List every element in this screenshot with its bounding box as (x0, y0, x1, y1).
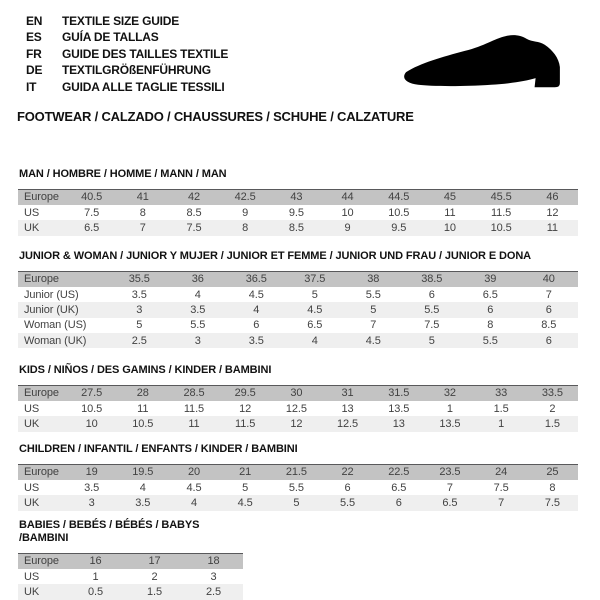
size-value: 6 (487, 303, 494, 316)
size-value: 3 (88, 496, 95, 509)
size-value: 37.5 (304, 273, 326, 286)
table-container (18, 385, 578, 432)
size-value: 46 (546, 191, 559, 204)
size-value: 35.5 (128, 273, 150, 286)
size-value: 3.5 (131, 288, 147, 301)
size-value: 21.5 (285, 466, 307, 479)
row-label: US (24, 481, 40, 494)
table-row (18, 333, 578, 348)
language-list (26, 13, 228, 95)
size-value: 6.5 (442, 496, 458, 509)
size-value: 44 (341, 191, 354, 204)
size-table (18, 385, 578, 432)
size-value: 2 (151, 570, 158, 583)
size-table-section-babies (18, 519, 243, 600)
size-value: 9.5 (288, 206, 304, 219)
size-value: 3.5 (248, 334, 264, 347)
size-value: 1 (92, 570, 99, 583)
language-row (26, 46, 228, 62)
size-value: 2 (549, 402, 556, 415)
size-value: 6 (545, 334, 552, 347)
row-label: US (24, 206, 40, 219)
table-container (18, 464, 578, 511)
size-value: 5.5 (190, 319, 206, 332)
size-value: 38.5 (421, 273, 443, 286)
size-value: 8.5 (288, 221, 304, 234)
table-row (18, 287, 578, 302)
size-value: 28.5 (183, 387, 205, 400)
size-value: 4 (311, 334, 318, 347)
table-row (18, 318, 578, 333)
table-row (18, 480, 578, 495)
table-title: MAN / HOMBRE / HOMME / MANN / MAN (19, 168, 227, 180)
language-code: EN (26, 14, 43, 28)
size-value: 5 (136, 319, 143, 332)
size-table-section-man (18, 168, 578, 236)
size-value: 17 (148, 555, 161, 568)
language-row (26, 13, 228, 29)
size-value: 5.5 (365, 288, 381, 301)
size-value: 16 (89, 555, 102, 568)
size-table-section-junior-woman (18, 250, 578, 348)
size-value: 33.5 (541, 387, 563, 400)
size-value: 7 (139, 221, 146, 234)
size-value: 11.5 (183, 402, 205, 415)
size-value: 4 (194, 288, 201, 301)
size-value: 24 (495, 466, 508, 479)
table-row (18, 220, 578, 235)
size-value: 6 (395, 496, 402, 509)
size-value: 12.5 (285, 402, 307, 415)
language-code: ES (26, 30, 42, 45)
size-value: 42.5 (234, 191, 256, 204)
category-title: FOOTWEAR / CALZADO / CHAUSSURES / SCHUHE / CALZATURE (17, 109, 414, 124)
table-title: CHILDREN / INFANTIL / ENFANTS / KINDER / BAMBINI (19, 443, 298, 455)
size-value: 36.5 (245, 273, 267, 286)
size-value: 7.5 (186, 221, 202, 234)
size-value: 2.5 (206, 585, 221, 598)
table-title: KIDS / NIÑOS / DES GAMINS / KINDER / BAMBINI (19, 364, 272, 376)
size-value: 1 (498, 417, 505, 430)
size-value: 3 (136, 303, 143, 316)
language-row (26, 79, 228, 95)
row-label: Europe (24, 273, 59, 286)
size-value: 32 (443, 387, 456, 400)
table-row (18, 205, 578, 220)
size-value: 4.5 (365, 334, 381, 347)
size-value: 11.5 (490, 206, 512, 219)
size-value: 1.5 (147, 585, 162, 598)
size-value: 7.5 (84, 206, 100, 219)
language-label: GUIDE DES TAILLES TEXTILE (62, 46, 229, 61)
size-value: 10.5 (132, 417, 154, 430)
size-value: 12 (290, 417, 303, 430)
size-value: 3.5 (190, 303, 206, 316)
size-value: 19 (85, 466, 98, 479)
size-value: 11.5 (235, 417, 256, 430)
size-value: 3.5 (135, 496, 151, 509)
size-value: 8.5 (186, 206, 202, 219)
size-value: 19.5 (132, 466, 154, 479)
row-label: Junior (UK) (24, 303, 79, 316)
table-row (18, 401, 578, 416)
language-label: TEXTILE SIZE GUIDE (62, 14, 180, 28)
size-value: 43 (290, 191, 303, 204)
size-table (18, 464, 578, 511)
size-value: 2.5 (131, 334, 147, 347)
size-value: 42 (187, 191, 200, 204)
size-value: 8 (139, 206, 146, 219)
size-value: 41 (136, 191, 149, 204)
size-value: 5.5 (424, 303, 440, 316)
size-value: 29.5 (234, 387, 256, 400)
size-value: 12.5 (337, 417, 359, 430)
row-label: Junior (US) (24, 288, 79, 301)
size-value: 7 (545, 288, 552, 301)
row-label: Europe (24, 191, 59, 204)
size-value: 33 (495, 387, 508, 400)
size-value: 7 (446, 481, 453, 494)
table-title: JUNIOR & WOMAN / JUNIOR Y MUJER / JUNIOR ET FEMME / JUNIOR UND FRAU / JUNIOR E DONA (19, 250, 532, 262)
size-value: 3.5 (84, 481, 100, 494)
size-value: 5 (293, 496, 300, 509)
size-value: 5 (242, 481, 249, 494)
size-value: 13 (341, 402, 354, 415)
size-table (18, 189, 578, 236)
row-label: Europe (24, 555, 59, 568)
table-header-row (18, 554, 243, 569)
size-value: 11 (188, 417, 200, 430)
size-value: 21 (239, 466, 252, 479)
size-value: 9 (242, 206, 249, 219)
size-value: 0.5 (88, 585, 103, 598)
size-value: 22.5 (388, 466, 410, 479)
size-value: 18 (207, 555, 220, 568)
size-value: 10 (85, 417, 98, 430)
size-table (18, 271, 578, 348)
size-value: 44.5 (388, 191, 410, 204)
size-value: 11 (137, 402, 149, 415)
row-label: UK (24, 496, 40, 509)
size-value: 7.5 (544, 496, 560, 509)
language-code: DE (26, 63, 43, 78)
size-value: 1.5 (493, 402, 509, 415)
size-value: 5 (370, 303, 377, 316)
size-value: 36 (191, 273, 204, 286)
size-value: 12 (546, 206, 559, 219)
size-value: 6.5 (307, 319, 323, 332)
table-header-row (18, 190, 578, 205)
size-value: 4.5 (307, 303, 323, 316)
size-value: 10 (341, 206, 354, 219)
size-value: 13.5 (388, 402, 410, 415)
row-label: UK (24, 221, 40, 234)
size-value: 6 (545, 303, 552, 316)
size-value: 8.5 (541, 319, 557, 332)
size-value: 11 (444, 206, 456, 219)
size-value: 6.5 (391, 481, 407, 494)
row-label: Europe (24, 387, 59, 400)
table-header-row (18, 272, 578, 287)
size-value: 28 (136, 387, 149, 400)
size-value: 20 (187, 466, 200, 479)
language-label: TEXTILGRÖßENFÜHRUNG (62, 63, 211, 78)
size-value: 3 (194, 334, 201, 347)
size-value: 11 (546, 221, 558, 234)
size-value: 9.5 (391, 221, 407, 234)
size-value: 6 (344, 481, 351, 494)
language-label: GUÍA DE TALLAS (62, 30, 159, 45)
size-value: 7 (370, 319, 377, 332)
size-value: 5 (428, 334, 435, 347)
size-table-section-kids (18, 364, 578, 432)
size-value: 5.5 (482, 334, 498, 347)
table-row (18, 416, 578, 431)
size-value: 45.5 (490, 191, 512, 204)
size-value: 7.5 (493, 481, 509, 494)
size-value: 27.5 (81, 387, 103, 400)
table-container (18, 271, 578, 348)
size-value: 4 (139, 481, 146, 494)
size-value: 4 (190, 496, 197, 509)
size-value: 10.5 (388, 206, 410, 219)
size-value: 6.5 (482, 288, 498, 301)
size-value: 10.5 (490, 221, 512, 234)
dress-shoe-icon (398, 33, 570, 93)
size-value: 4.5 (237, 496, 253, 509)
table-row (18, 584, 243, 599)
size-value: 4.5 (248, 288, 264, 301)
size-table (18, 553, 243, 600)
size-value: 12 (239, 402, 252, 415)
table-title: BABIES / BEBÉS / BÉBÉS / BABYS /BAMBINI (19, 519, 200, 544)
size-value: 7 (498, 496, 505, 509)
size-value: 10 (443, 221, 456, 234)
size-value: 1 (446, 402, 453, 415)
size-value: 40 (542, 273, 555, 286)
table-header-row (18, 465, 578, 480)
row-label: UK (24, 417, 40, 430)
language-row (26, 62, 228, 78)
row-label: US (24, 570, 40, 583)
row-label: Woman (US) (24, 319, 87, 332)
size-value: 23.5 (439, 466, 461, 479)
size-value: 30 (290, 387, 303, 400)
size-value: 31.5 (388, 387, 410, 400)
language-code: IT (26, 79, 37, 94)
language-code: FR (26, 46, 42, 61)
size-value: 4.5 (186, 481, 202, 494)
table-row (18, 302, 578, 317)
size-value: 40.5 (81, 191, 103, 204)
size-value: 3 (210, 570, 217, 583)
row-label: Europe (24, 466, 59, 479)
language-label: GUIDA ALLE TAGLIE TESSILI (62, 79, 225, 94)
table-row (18, 495, 578, 510)
size-value: 1.5 (544, 417, 560, 430)
size-value: 4 (253, 303, 260, 316)
size-value: 25 (546, 466, 559, 479)
size-value: 5.5 (340, 496, 356, 509)
size-table-section-children (18, 443, 578, 511)
size-value: 39 (484, 273, 497, 286)
language-row (26, 29, 228, 45)
row-label: US (24, 402, 40, 415)
size-value: 6 (428, 288, 435, 301)
table-container (18, 553, 243, 600)
row-label: UK (24, 585, 40, 598)
size-value: 38 (367, 273, 380, 286)
size-value: 5 (311, 288, 318, 301)
size-value: 9 (344, 221, 351, 234)
size-value: 7.5 (424, 319, 440, 332)
size-value: 8 (242, 221, 249, 234)
row-label: Woman (UK) (24, 334, 87, 347)
size-value: 8 (487, 319, 494, 332)
size-value: 5.5 (288, 481, 304, 494)
size-value: 13 (392, 417, 405, 430)
size-value: 10.5 (81, 402, 103, 415)
size-value: 8 (549, 481, 556, 494)
size-value: 45 (443, 191, 456, 204)
size-value: 6.5 (84, 221, 100, 234)
size-value: 6 (253, 319, 260, 332)
size-value: 13.5 (439, 417, 461, 430)
size-value: 22 (341, 466, 354, 479)
table-container (18, 189, 578, 236)
table-header-row (18, 386, 578, 401)
size-value: 31 (341, 387, 354, 400)
table-row (18, 569, 243, 584)
